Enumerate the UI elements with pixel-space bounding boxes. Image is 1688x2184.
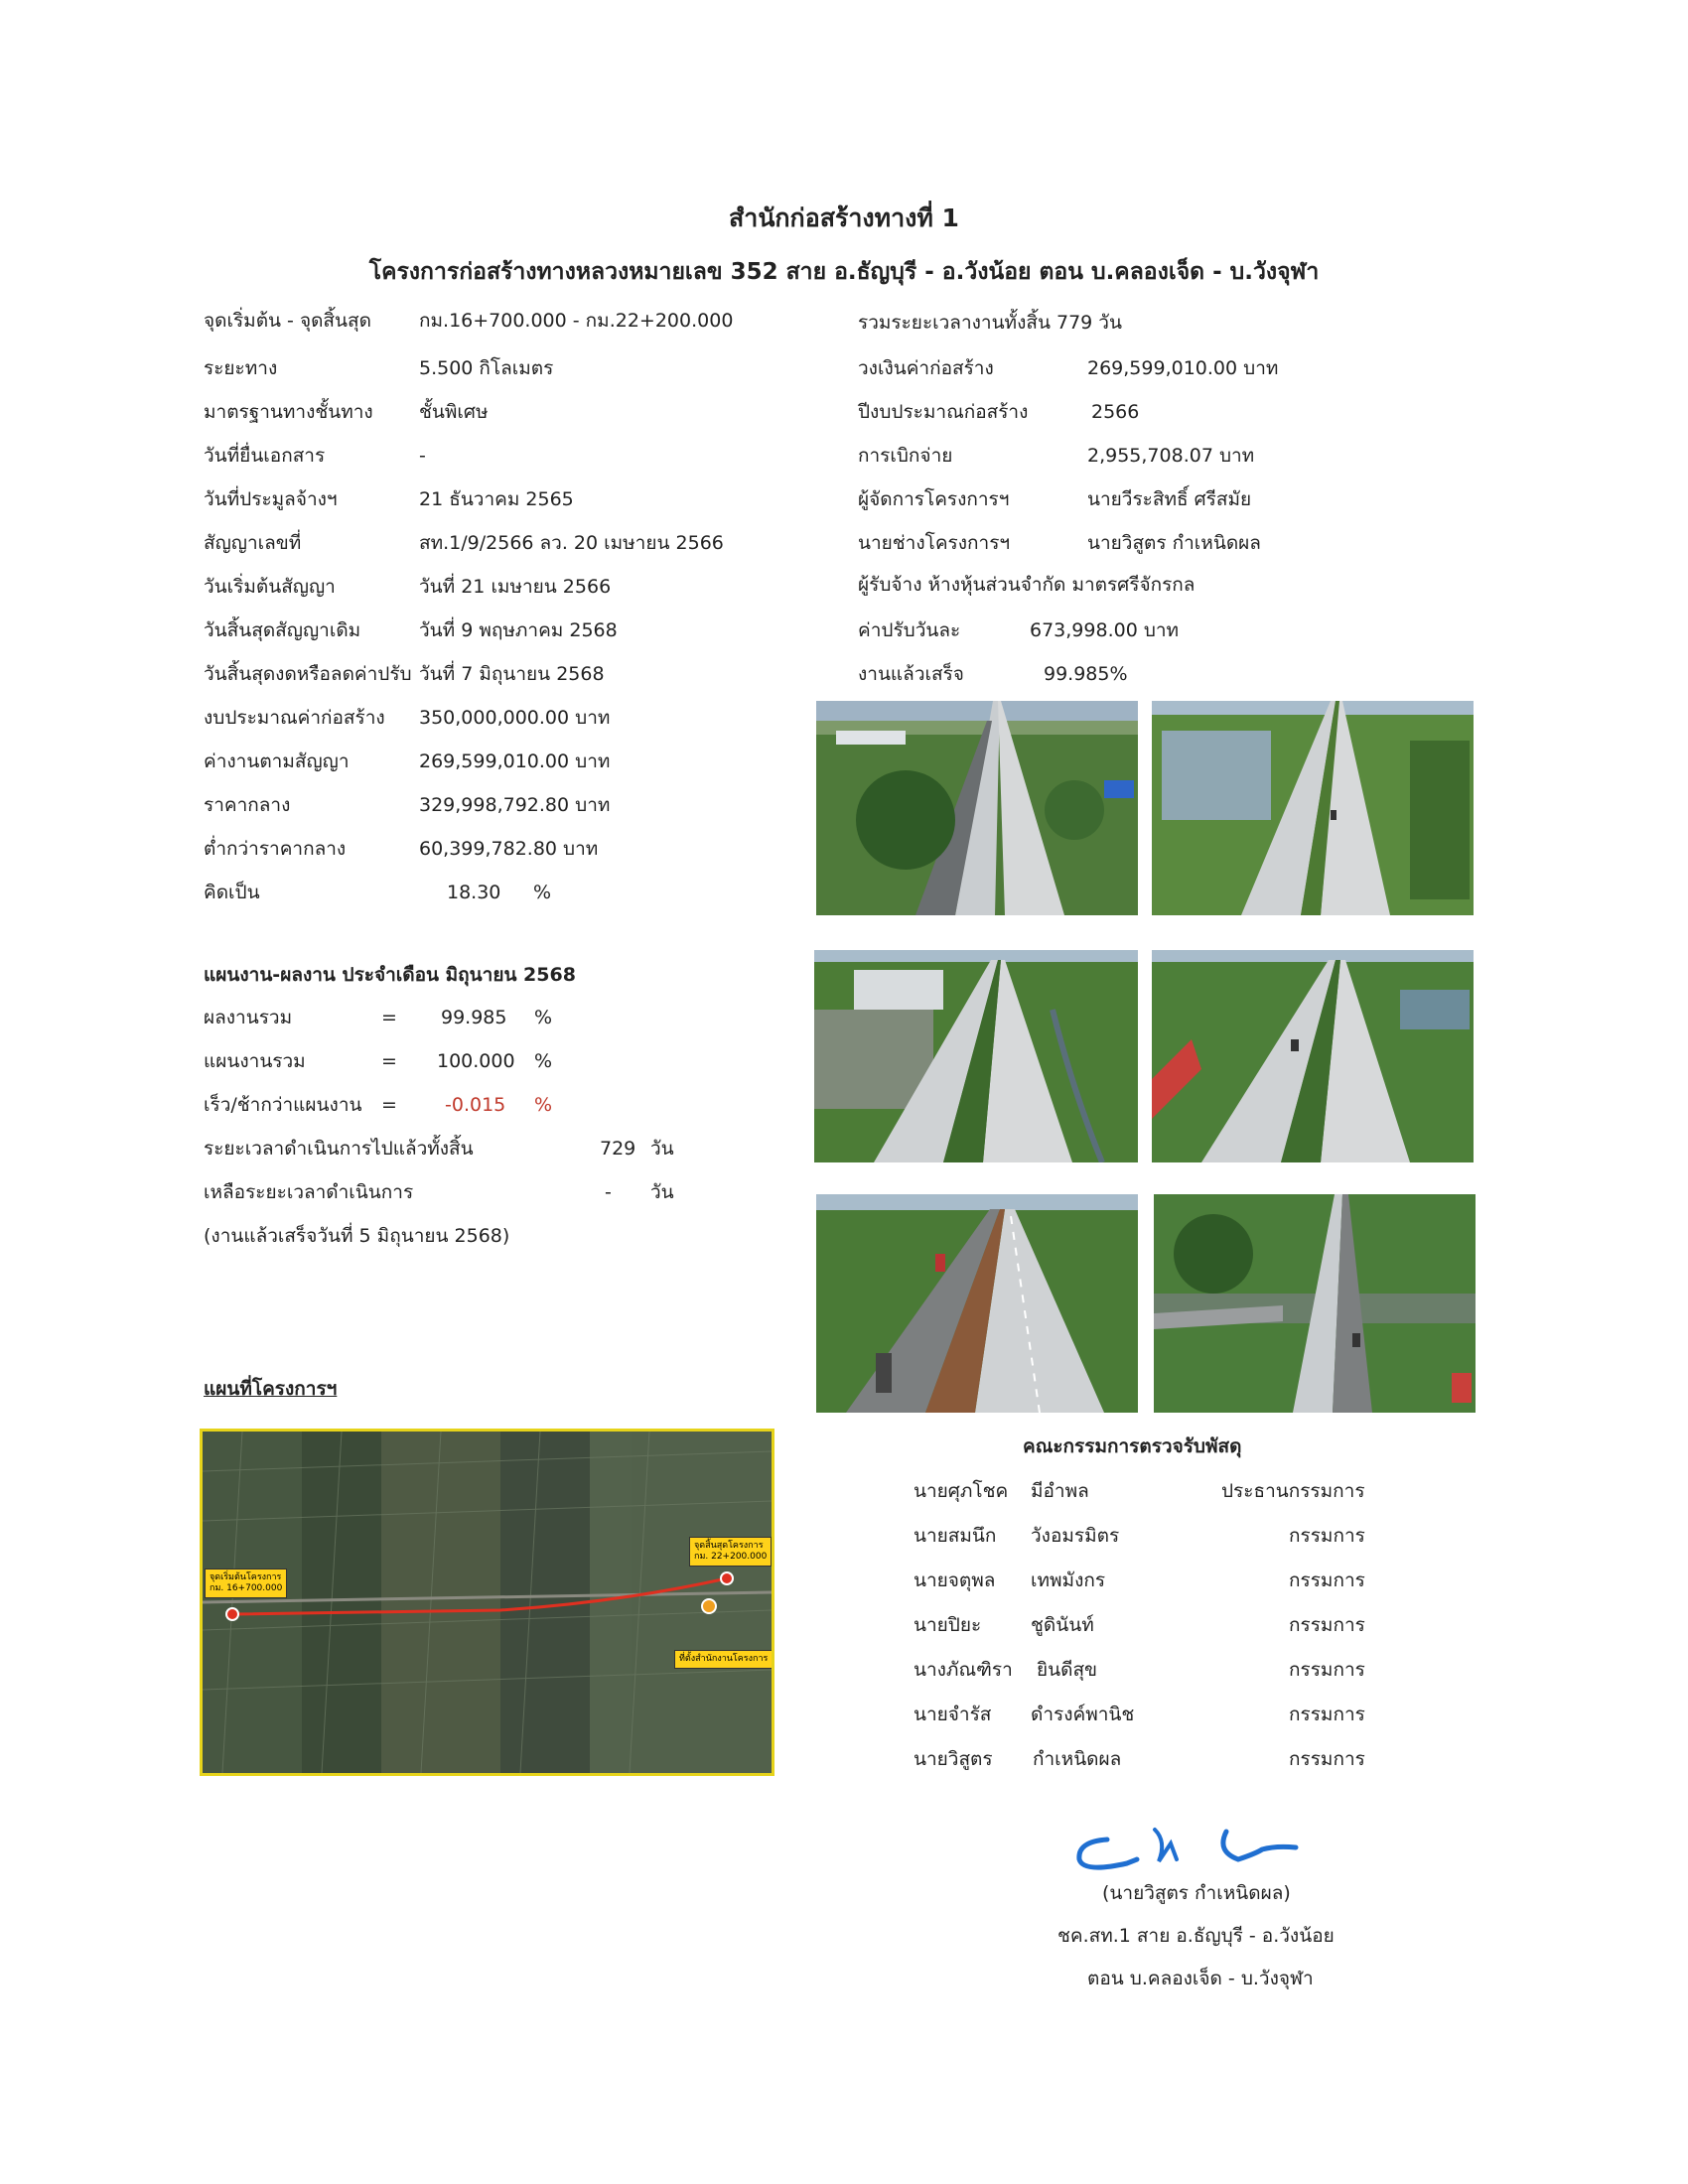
detail-label: ราคากลาง xyxy=(204,794,291,816)
map-end-tag xyxy=(689,1537,772,1567)
road-photo-4 xyxy=(1152,950,1474,1162)
signatory-section: ตอน บ.คลองเจ็ด - บ.วังจุฬา xyxy=(1087,1968,1314,1989)
detail-label: ผู้จัดการโครงการฯ xyxy=(858,488,1010,510)
member-surname: ชูดินันท์ xyxy=(1031,1614,1094,1636)
member-role: กรรมการ xyxy=(1289,1570,1365,1591)
completion-note: (งานแล้วเสร็จวันที่ 5 มิถุนายน 2568) xyxy=(204,1225,510,1247)
progress-value: -0.015 xyxy=(445,1094,506,1116)
detail-value: 2566 xyxy=(1091,401,1140,423)
signatory-position: ชค.สท.1 สาย อ.ธัญบุรี - อ.วังน้อย xyxy=(1057,1925,1335,1947)
member-surname: มีอำพล xyxy=(1031,1480,1089,1502)
member-role: กรรมการ xyxy=(1289,1748,1365,1770)
detail-label: วันสิ้นสุดงดหรือลดค่าปรับ xyxy=(204,663,412,685)
progress-unit: % xyxy=(534,1050,553,1072)
detail-value: วันที่ 7 มิถุนายน 2568 xyxy=(419,663,605,685)
end-tag-km: กม. 22+200.000 xyxy=(694,1551,768,1562)
total-time: รวมระยะเวลางานทั้งสิ้น 779 วัน xyxy=(858,312,1122,334)
detail-value: 329,998,792.80 บาท xyxy=(419,794,611,816)
penalty-value: 673,998.00 บาท xyxy=(1030,619,1180,641)
detail-label: ค่างานตามสัญญา xyxy=(204,751,350,772)
complete-label: งานแล้วเสร็จ xyxy=(858,663,964,685)
detail-value: 2,955,708.07 บาท xyxy=(1087,445,1255,467)
road-photo-1 xyxy=(816,701,1138,915)
progress-eq: = xyxy=(381,1050,397,1072)
detail-label: ระยะทาง xyxy=(204,357,278,379)
member-surname: ดำรงค์พานิช xyxy=(1031,1704,1135,1725)
remaining-unit: วัน xyxy=(650,1181,674,1203)
project-map xyxy=(200,1429,774,1776)
detail-value: 5.500 กิโลเมตร xyxy=(419,357,554,379)
detail-label: วันเริ่มต้นสัญญา xyxy=(204,576,336,598)
member-role: ประธานกรรมการ xyxy=(1221,1480,1365,1502)
detail-label: จุดเริ่มต้น - จุดสิ้นสุด xyxy=(204,310,371,332)
member-surname: วังอมรมิตร xyxy=(1031,1525,1120,1547)
elapsed-value: 729 xyxy=(600,1138,636,1160)
progress-eq: = xyxy=(381,1007,397,1028)
detail-value: 269,599,010.00 บาท xyxy=(1087,357,1279,379)
start-tag-km: กม. 16+700.000 xyxy=(210,1582,283,1593)
progress-label: เร็ว/ช้ากว่าแผนงาน xyxy=(204,1094,362,1116)
progress-value: 99.985 xyxy=(441,1007,507,1028)
contractor: ผู้รับจ้าง ห้างหุ้นส่วนจำกัด มาตรศรีจักรกล xyxy=(858,574,1196,596)
project-title: โครงการก่อสร้างทางหลวงหมายเลข 352 สาย อ.ธัญบุรี - อ.วังน้อย ตอน บ.คลองเจ็ด - บ.วังจุฬา xyxy=(368,259,1320,285)
detail-label: คิดเป็น xyxy=(204,882,260,903)
detail-label: วันที่ยื่นเอกสาร xyxy=(204,445,326,467)
detail-label: ต่ำกว่าราคากลาง xyxy=(204,838,347,860)
penalty-label: ค่าปรับวันละ xyxy=(858,619,961,641)
road-photo-5 xyxy=(816,1194,1138,1413)
member-title: นางภัณฑิรา xyxy=(914,1659,1013,1681)
detail-value: - xyxy=(419,445,426,467)
member-title: นายศุภโชค xyxy=(914,1480,1009,1502)
member-title: นายจำรัส xyxy=(914,1704,992,1725)
detail-label: สัญญาเลขที่ xyxy=(204,532,302,554)
detail-label: การเบิกจ่าย xyxy=(858,445,953,467)
road-photo-2 xyxy=(1152,701,1474,915)
member-role: กรรมการ xyxy=(1289,1704,1365,1725)
start-tag-label: จุดเริ่มต้นโครงการ xyxy=(210,1572,282,1582)
detail-value: 18.30 xyxy=(447,882,501,903)
progress-value: 100.000 xyxy=(437,1050,515,1072)
office-title: สำนักก่อสร้างทางที่ 1 xyxy=(729,204,959,232)
detail-value: วันที่ 9 พฤษภาคม 2568 xyxy=(419,619,618,641)
detail-value: 21 ธันวาคม 2565 xyxy=(419,488,574,510)
member-title: นายปิยะ xyxy=(914,1614,982,1636)
detail-value: 350,000,000.00 บาท xyxy=(419,707,611,729)
member-title: นายจตุพล xyxy=(914,1570,996,1591)
remaining-value: - xyxy=(605,1181,612,1203)
member-role: กรรมการ xyxy=(1289,1614,1365,1636)
map-office-tag: ที่ตั้งสำนักงานโครงการ xyxy=(674,1650,773,1669)
detail-value: นายวีระสิทธิ์ ศรีสมัย xyxy=(1087,488,1252,510)
member-role: กรรมการ xyxy=(1289,1525,1365,1547)
progress-label: แผนงานรวม xyxy=(204,1050,306,1072)
detail-value: ชั้นพิเศษ xyxy=(419,401,489,423)
complete-value: 99.985% xyxy=(1044,663,1128,685)
progress-heading: แผนงาน-ผลงาน ประจำเดือน มิถุนายน 2568 xyxy=(204,964,576,986)
detail-label: วันสิ้นสุดสัญญาเดิม xyxy=(204,619,361,641)
member-role: กรรมการ xyxy=(1289,1659,1365,1681)
member-title: นายวิสูตร xyxy=(914,1748,993,1770)
detail-value: วันที่ 21 เมษายน 2566 xyxy=(419,576,612,598)
committee-heading: คณะกรรมการตรวจรับพัสดุ xyxy=(1023,1435,1242,1457)
detail-value: นายวิสูตร กำเหนิดผล xyxy=(1087,532,1261,554)
detail-unit: % xyxy=(533,882,552,903)
member-title: นายสมนึก xyxy=(914,1525,997,1547)
elapsed-label: ระยะเวลาดำเนินการไปแล้วทั้งสิ้น xyxy=(204,1138,474,1160)
signatory-name: (นายวิสูตร กำเหนิดผล) xyxy=(1102,1882,1291,1904)
handwritten-signature xyxy=(1067,1802,1326,1881)
detail-label: ปีงบประมาณก่อสร้าง xyxy=(858,401,1029,423)
detail-value: 269,599,010.00 บาท xyxy=(419,751,611,772)
map-heading: แผนที่โครงการฯ xyxy=(204,1378,338,1400)
end-tag-label: จุดสิ้นสุดโครงการ xyxy=(694,1541,764,1551)
map-start-tag xyxy=(205,1569,287,1598)
remaining-label: เหลือระยะเวลาดำเนินการ xyxy=(204,1181,414,1203)
detail-label: นายช่างโครงการฯ xyxy=(858,532,1011,554)
detail-value: 60,399,782.80 บาท xyxy=(419,838,599,860)
detail-label: มาตรฐานทางชั้นทาง xyxy=(204,401,373,423)
road-photo-3 xyxy=(814,950,1138,1162)
detail-label: วันที่ประมูลจ้างฯ xyxy=(204,488,338,510)
progress-unit: % xyxy=(534,1094,553,1116)
detail-label: งบประมาณค่าก่อสร้าง xyxy=(204,707,385,729)
member-surname: เทพมังกร xyxy=(1031,1570,1106,1591)
member-surname: ยินดีสุข xyxy=(1037,1659,1098,1681)
progress-eq: = xyxy=(381,1094,397,1116)
progress-unit: % xyxy=(534,1007,553,1028)
progress-label: ผลงานรวม xyxy=(204,1007,293,1028)
detail-label: วงเงินค่าก่อสร้าง xyxy=(858,357,994,379)
elapsed-unit: วัน xyxy=(650,1138,674,1160)
detail-value: สท.1/9/2566 ลว. 20 เมษายน 2566 xyxy=(419,532,724,554)
member-surname: กำเหนิดผล xyxy=(1033,1748,1122,1770)
detail-value: กม.16+700.000 - กม.22+200.000 xyxy=(419,310,734,332)
road-photo-6 xyxy=(1154,1194,1476,1413)
